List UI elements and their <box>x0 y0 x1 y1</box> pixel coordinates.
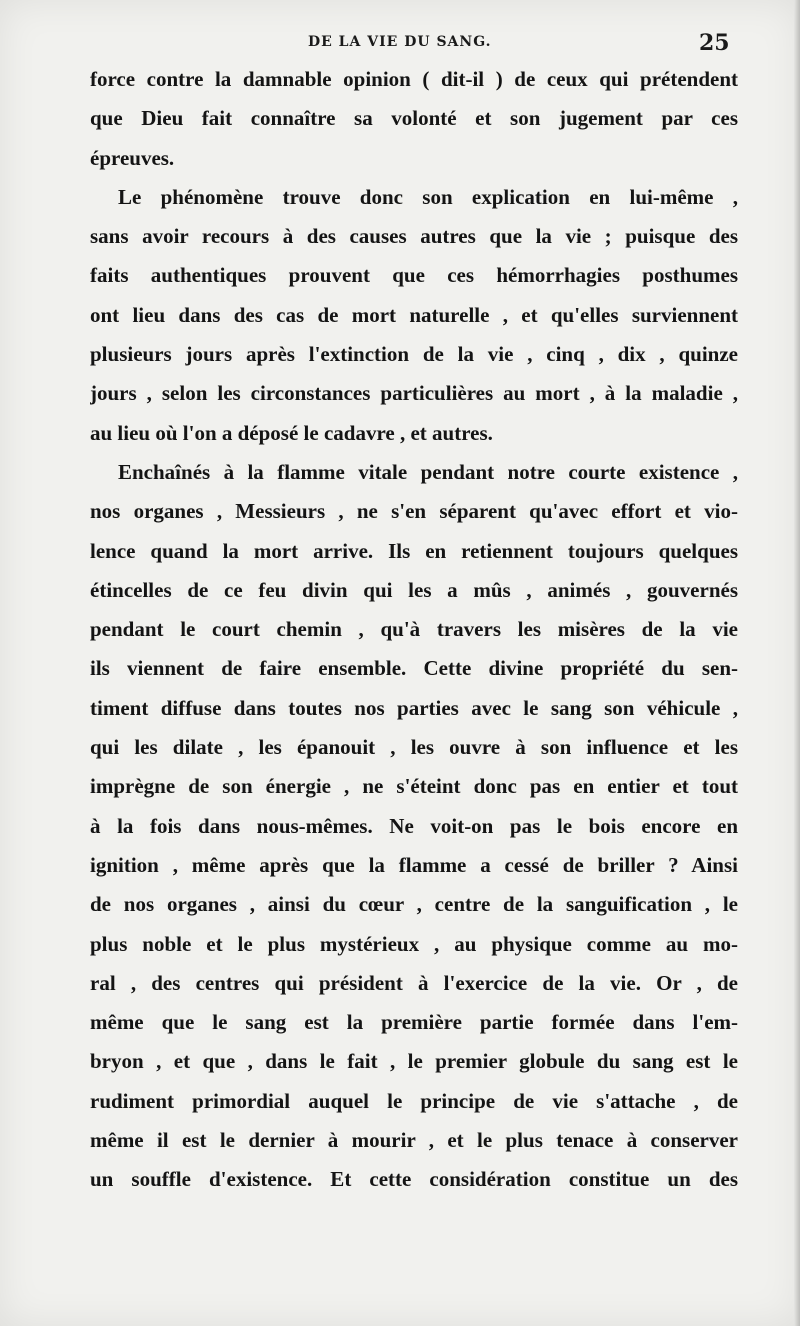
text-line: sans avoir recours à des causes autres que la vie ; puisque des <box>90 224 738 249</box>
text-line: nos organes , Messieurs , ne s'en séparent qu'avec effort et vio- <box>90 499 738 524</box>
text-line: lence quand la mort arrive. Ils en retiennent toujours quelques <box>90 538 738 563</box>
text-line: ral , des centres qui président à l'exercice de la vie. Or , de <box>90 970 738 995</box>
text-line: de nos organes , ainsi du cœur , centre de la sanguification , le <box>90 892 738 917</box>
text-line: Le phénomène trouve donc son explication en lui-même , <box>118 184 738 209</box>
text-line: pendant le court chemin , qu'à travers les misères de la vie <box>90 617 738 642</box>
text-line: force contre la damnable opinion ( dit-il ) de ceux qui prétendent <box>90 67 738 91</box>
page-edge <box>794 0 800 1326</box>
text-line: timent diffuse dans toutes nos parties avec le sang son véhicule , <box>90 695 738 720</box>
running-title: DE LA VIE DU SANG. <box>308 34 492 50</box>
text-line: que Dieu fait connaître sa volonté et son jugement par ces <box>90 106 738 131</box>
text-line: épreuves. <box>90 145 175 170</box>
text-line: jours , selon les circonstances particulières au mort , à la maladie , <box>90 381 738 406</box>
text-line: qui les dilate , les épanouit , les ouvre à son influence et les <box>90 735 738 760</box>
text-line: ignition , même après que la flamme a cessé de briller ? Ainsi <box>90 852 738 877</box>
text-line: ont lieu dans des cas de mort naturelle , et qu'elles surviennent <box>90 302 738 327</box>
text-line: Enchaînés à la flamme vitale pendant notre courte existence , <box>118 459 738 484</box>
text-line: même il est le dernier à mourir , et le plus tenace à conserver <box>90 1128 738 1153</box>
text-line: plusieurs jours après l'extinction de la vie , cinq , dix , quinze <box>90 342 738 367</box>
text-line: au lieu où l'on a déposé le cadavre , et autres. <box>90 420 493 445</box>
text-line: bryon , et que , dans le fait , le premier globule du sang est le <box>90 1049 738 1074</box>
page-number: 25 <box>699 30 730 56</box>
text-line: rudiment primordial auquel le principe de vie s'attache , de <box>90 1088 738 1113</box>
text-line: un souffle d'existence. Et cette considération constitue un des <box>90 1167 738 1192</box>
text-line: même que le sang est la première partie formée dans l'em- <box>90 1010 738 1035</box>
text-line: ils viennent de faire ensemble. Cette divine propriété du sen- <box>90 656 738 681</box>
text-line: à la fois dans nous-mêmes. Ne voit-on pas le bois encore en <box>90 813 738 838</box>
text-line: étincelles de ce feu divin qui les a mûs , animés , gouvernés <box>90 577 738 602</box>
text-line: plus noble et le plus mystérieux , au physique comme au mo- <box>90 931 738 956</box>
text-line: faits authentiques prouvent que ces hémorrhagies posthumes <box>90 263 738 288</box>
text-line: imprègne de son énergie , ne s'éteint donc pas en entier et tout <box>90 774 738 799</box>
body-text <box>90 60 738 1200</box>
